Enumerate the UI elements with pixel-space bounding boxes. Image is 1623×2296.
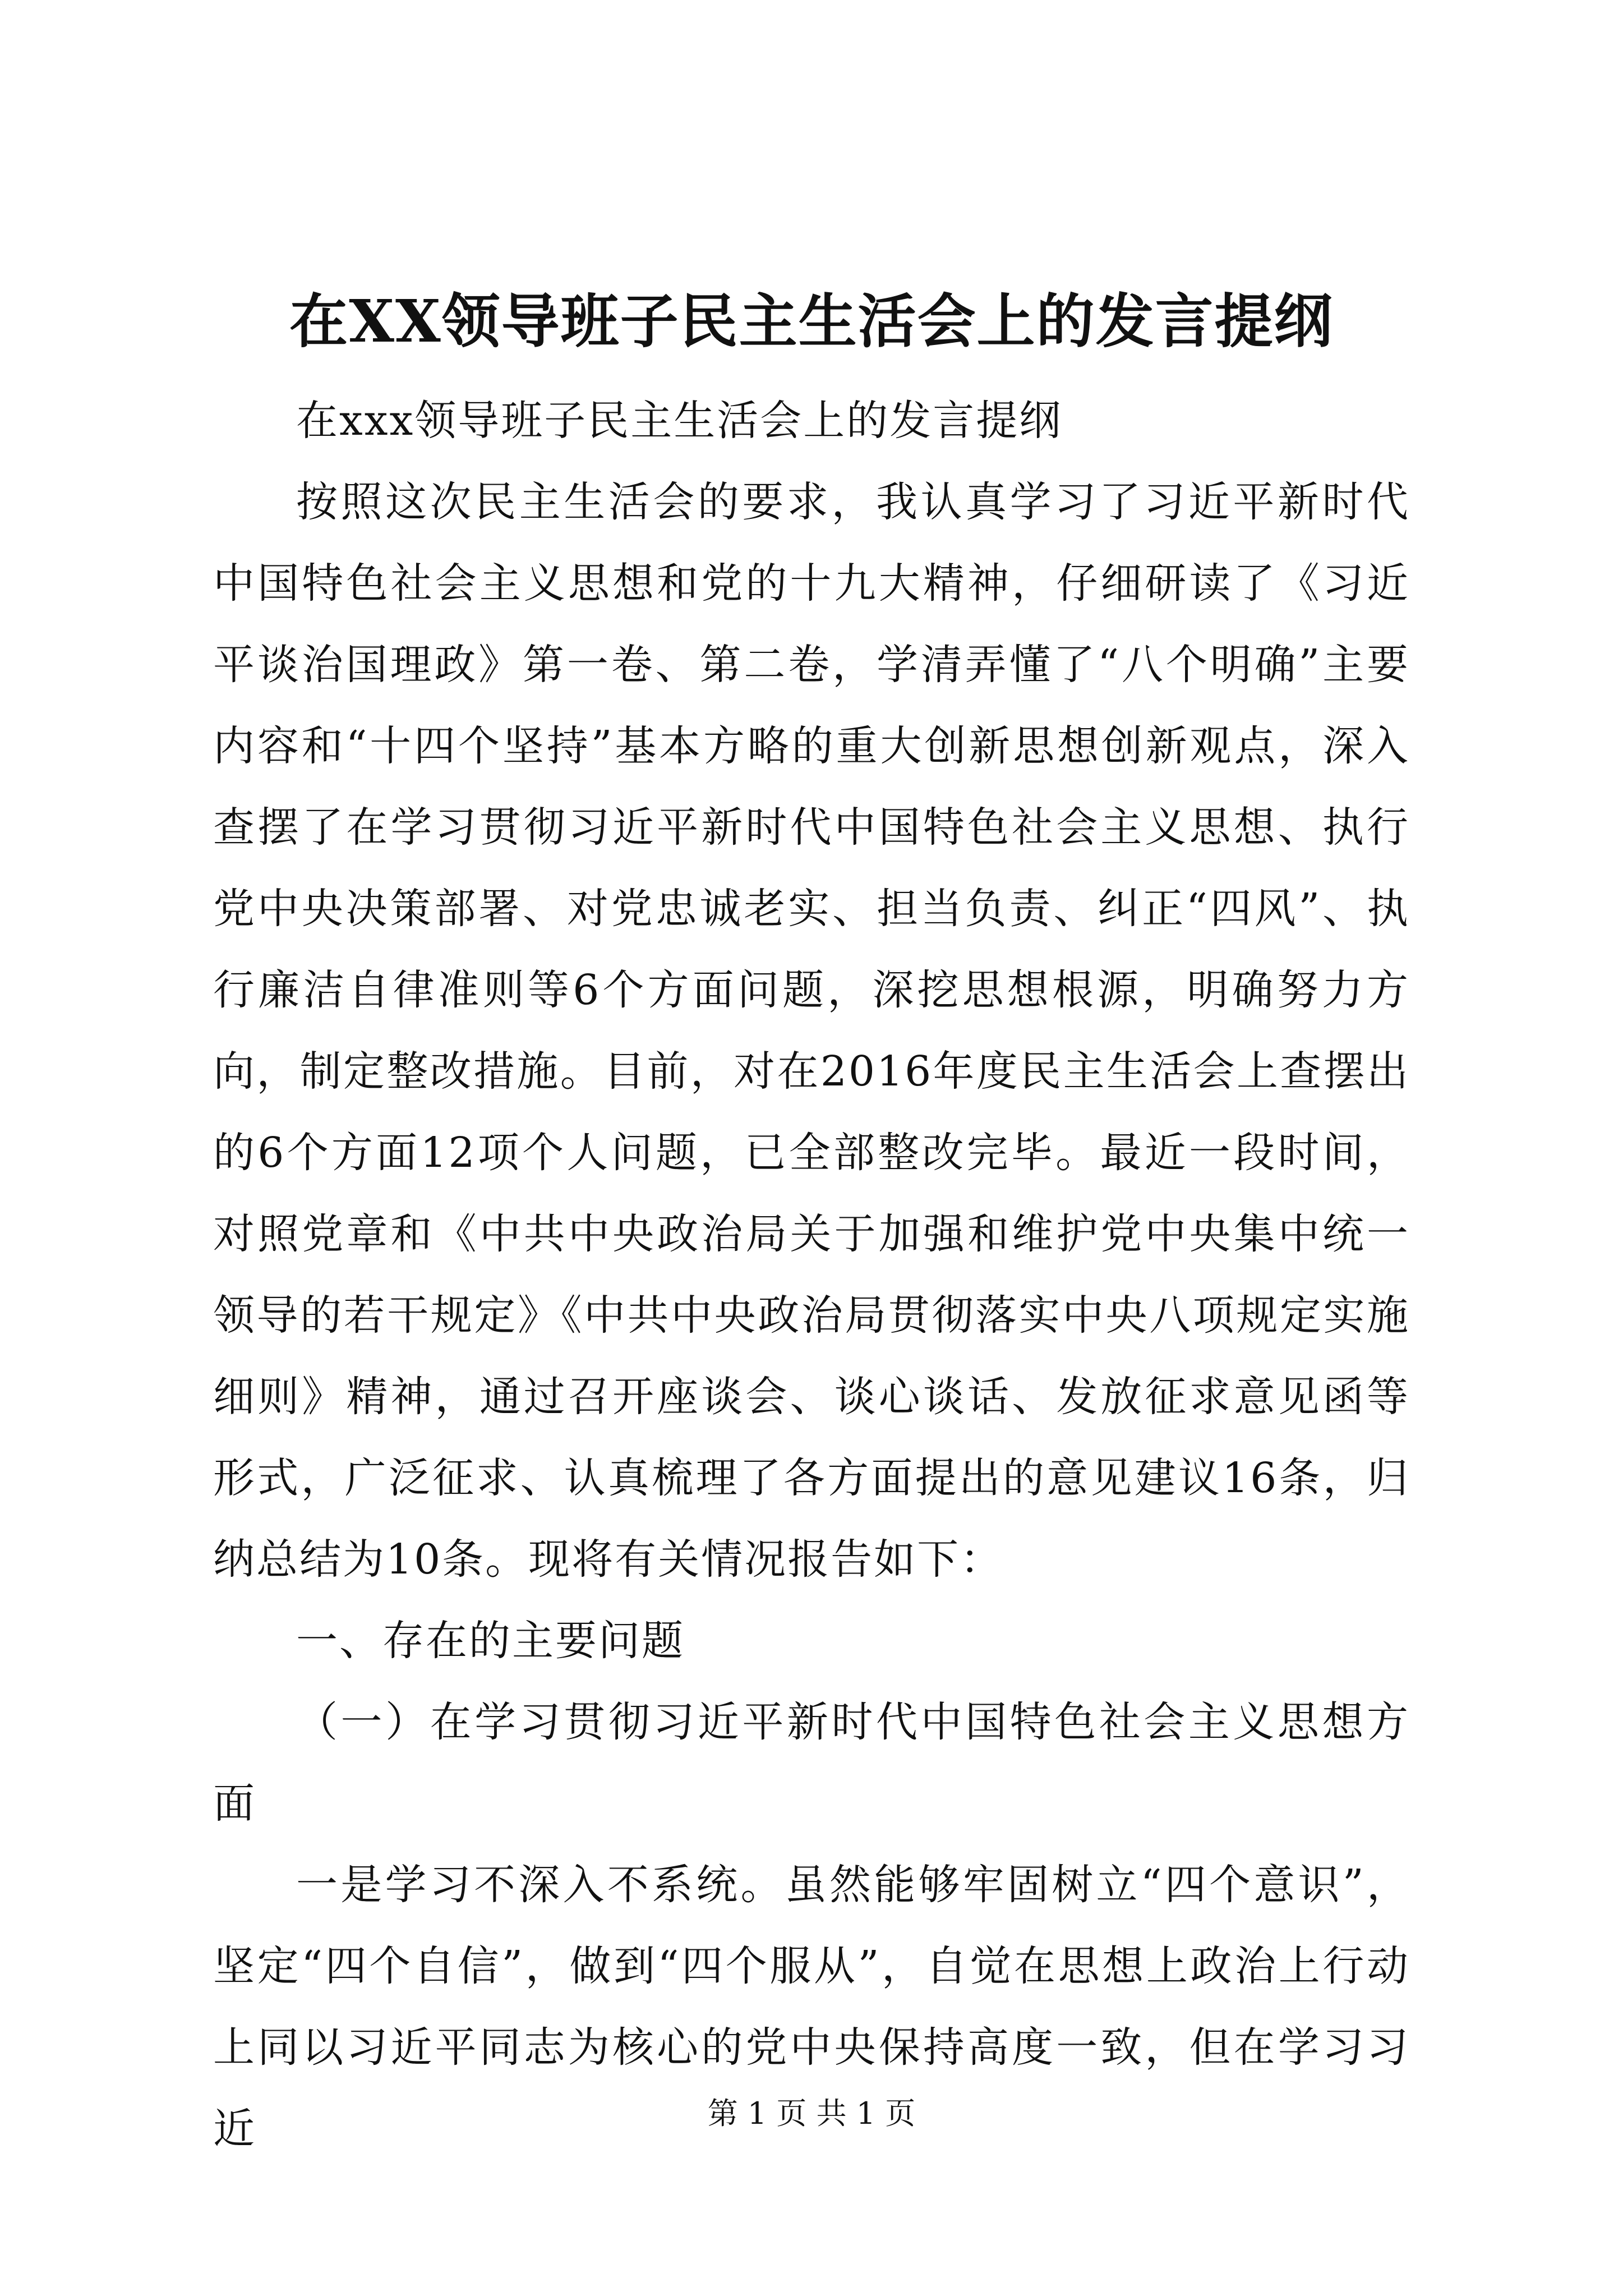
document-title: 在XX领导班子民主生活会上的发言提纲 <box>289 287 1334 356</box>
body-paragraph: 一是学习不深入不系统。虽然能够牢固树立“四个意识”，坚定“四个自信”，做到“四个服从”，自觉在思想上政治上行动上同以习近平同志为核心的党中央保持高度一致，但在学习习近 <box>213 1861 1410 2153</box>
page-footer: 第 1 页 共 1 页 <box>707 2096 916 2131</box>
document-body <box>213 380 1410 2170</box>
intro-paragraph: 按照这次民主生活会的要求，我认真学习了习近平新时代中国特色社会主义思想和党的十九大精神，仔细研读了《习近平谈治国理政》第一卷、第二卷，学清弄懂了“八个明确”主要内容和“十四个坚持”基本方略的重大创新思想创新观点，深入查摆了在学习贯彻习近平新时代中国特色社会主义思想、执行党中央决策部署、对党忠诚老实、担当负责、纠正“四风”、执行廉洁自律准则等6个方面问题，深挖思想根源，明确努力方向，制定整改措施。目前，对在2016年度民主生活会上查摆出的6个方面12项个人问题，已全部整改完毕。最近一段时间，对照党章和《中共中央政治局关于加强和维护党中央集中统一领导的若干规定》《中共中央政治局贯彻落实中央八项规定实施细则》精神，通过召开座谈会、谈心谈话、发放征求意见函等形式，广泛征求、认真梳理了各方面提出的意见建议16条，归纳总结为10条。现将有关情况报告如下： <box>213 478 1410 1584</box>
subtitle-paragraph: 在xxx领导班子民主生活会上的发言提纲 <box>296 397 1063 445</box>
subsection-heading: （一）在学习贯彻习近平新时代中国特色社会主义思想方面 <box>213 1698 1410 1828</box>
section-heading: 一、存在的主要问题 <box>296 1617 685 1665</box>
